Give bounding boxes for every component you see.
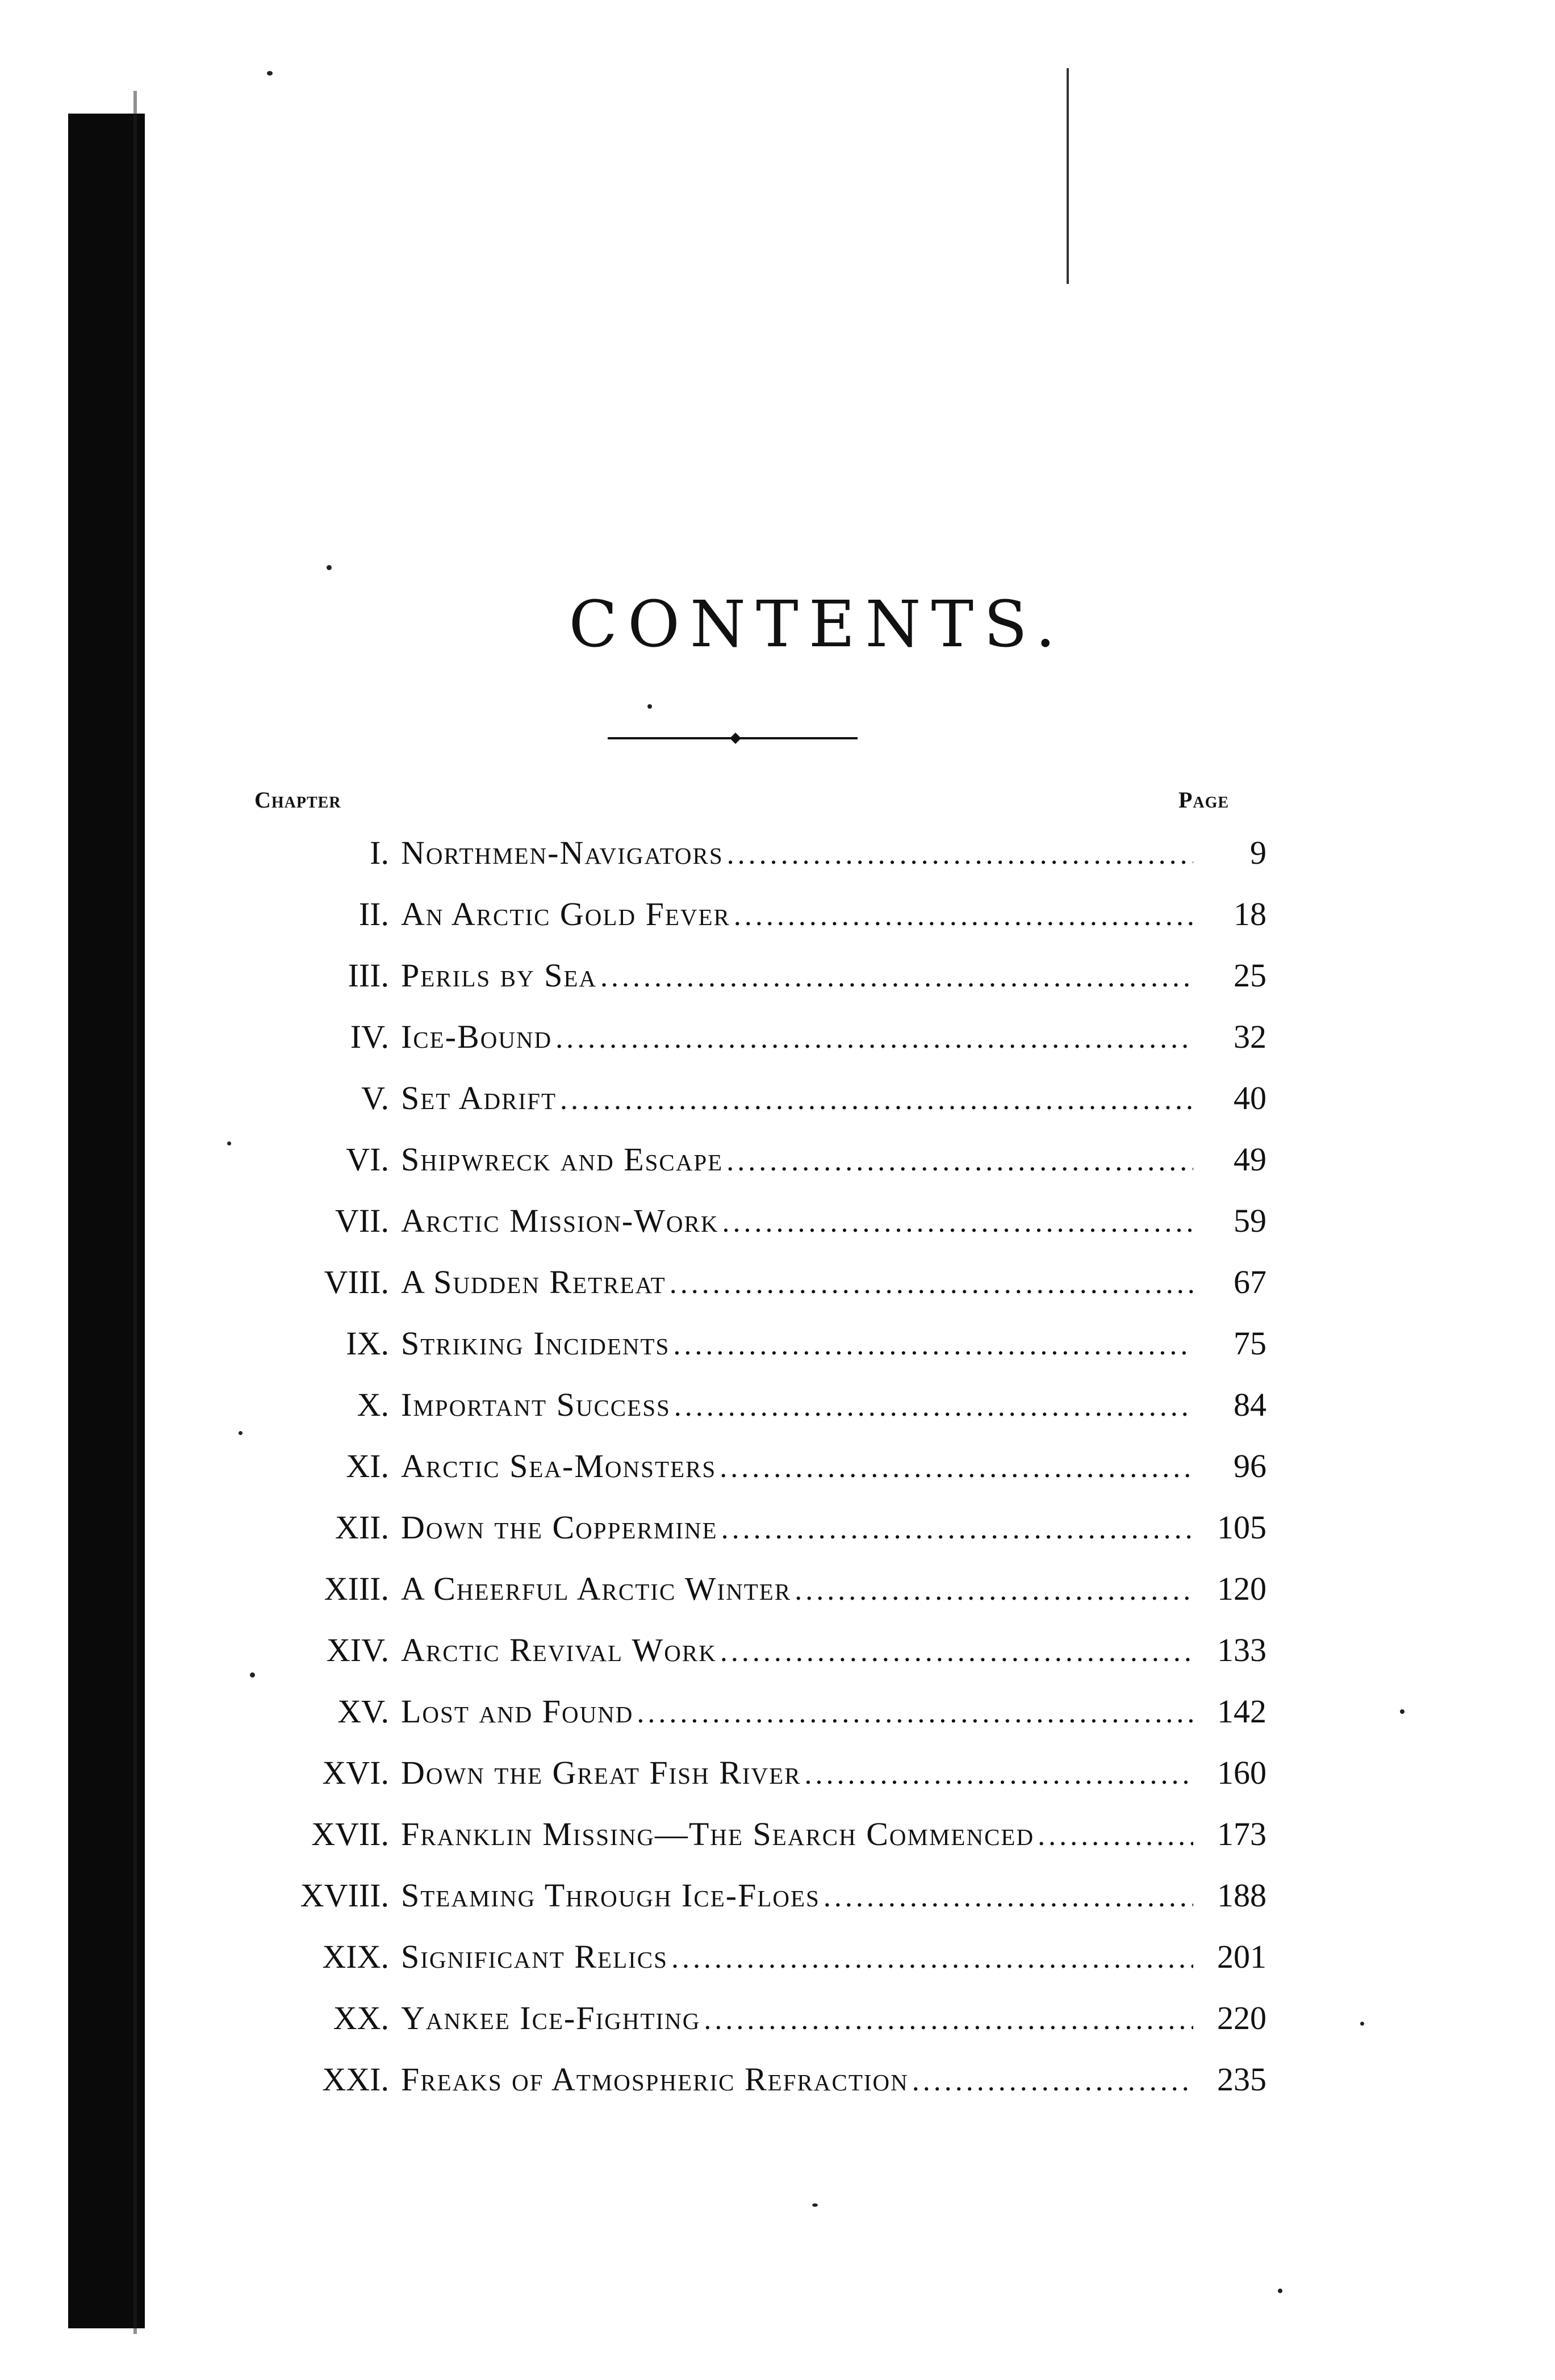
- toc-row: [0, 1860, 1555, 1922]
- chapter-page-number: 32: [1234, 1018, 1266, 1055]
- chapter-numeral: XVII.: [311, 1816, 389, 1852]
- dot-leader: [718, 1512, 1193, 1546]
- chapter-entry: [401, 1140, 1193, 1178]
- dot-leader: [723, 1144, 1193, 1178]
- chapter-page-number: 49: [1234, 1141, 1266, 1178]
- dot-leader: [717, 1635, 1193, 1668]
- chapter-numeral: XX.: [333, 2000, 389, 2036]
- chapter-page-number: 18: [1234, 896, 1266, 932]
- dot-leader: [724, 838, 1193, 871]
- chapter-entry: [401, 1447, 1193, 1485]
- dot-leader: [791, 1574, 1193, 1607]
- toc-row: [0, 1676, 1555, 1738]
- chapter-numeral: XXI.: [322, 2061, 389, 2098]
- chapter-title: Northmen-Navigators: [401, 834, 724, 871]
- chapter-entry: [401, 834, 1193, 872]
- chapter-entry: [401, 1324, 1193, 1362]
- chapter-page-number: 188: [1217, 1877, 1266, 1914]
- chapter-numeral: XIX.: [322, 1938, 389, 1975]
- dot-leader: [557, 1083, 1193, 1116]
- chapter-page-number: 142: [1217, 1693, 1266, 1730]
- chapter-title: A Cheerful Arctic Winter: [401, 1570, 792, 1607]
- chapter-entry: [401, 1018, 1193, 1056]
- chapter-title: Perils by Sea: [401, 957, 597, 994]
- title-ornament: [608, 730, 858, 747]
- chapter-title: Down the Coppermine: [401, 1509, 718, 1546]
- chapter-title: Arctic Revival Work: [401, 1632, 717, 1668]
- toc-row: [0, 1308, 1555, 1370]
- chapter-entry: [401, 1079, 1193, 1117]
- paper-speck: [239, 1431, 243, 1435]
- chapter-page-number: 235: [1217, 2061, 1266, 2098]
- toc-row: [0, 1247, 1555, 1308]
- chapter-numeral: IX.: [346, 1325, 389, 1362]
- chapter-title: Franklin Missing—The Search Commenced: [401, 1816, 1035, 1852]
- chapter-numeral: XII.: [335, 1509, 389, 1546]
- chapter-title: Down the Great Fish River: [401, 1754, 801, 1791]
- toc-row: [0, 879, 1555, 940]
- chapter-entry: [401, 895, 1193, 933]
- chapter-numeral: XV.: [337, 1693, 389, 1730]
- chapter-entry: [401, 1938, 1193, 1976]
- chapter-page-number: 9: [1250, 834, 1266, 871]
- chapter-numeral: III.: [348, 957, 389, 994]
- chapter-numeral: X.: [357, 1386, 389, 1423]
- toc-row: [0, 818, 1555, 879]
- toc-row: [0, 1186, 1555, 1247]
- chapter-numeral: IV.: [350, 1018, 389, 1055]
- dot-leader: [597, 960, 1193, 994]
- chapter-page-number: 173: [1217, 1816, 1266, 1852]
- paper-speck: [812, 2203, 818, 2207]
- chapter-entry: [401, 2060, 1193, 2098]
- chapter-numeral: II.: [358, 896, 389, 932]
- dot-leader: [1034, 1819, 1193, 1852]
- page-column-header: Page: [1178, 787, 1555, 2380]
- chapter-entry: [401, 1876, 1193, 1914]
- chapter-entry: [401, 1263, 1193, 1301]
- toc-row: [0, 1002, 1555, 1063]
- chapter-page-number: 201: [1217, 1938, 1266, 1975]
- dot-leader: [718, 1206, 1193, 1239]
- chapter-page-number: 120: [1217, 1570, 1266, 1607]
- chapter-column-header: Chapter: [254, 787, 341, 813]
- chapter-page-number: 67: [1234, 1264, 1266, 1300]
- chapter-entry: [401, 1815, 1193, 1853]
- chapter-title: Shipwreck and Escape: [401, 1141, 724, 1178]
- table-of-contents: [0, 818, 1555, 2106]
- chapter-page-number: 160: [1217, 1754, 1266, 1791]
- toc-row: [0, 1124, 1555, 1186]
- chapter-title: Steaming Through Ice-Floes: [401, 1877, 820, 1914]
- chapter-numeral: V.: [361, 1080, 389, 1116]
- chapter-title: Arctic Mission-Work: [401, 1202, 719, 1239]
- toc-row: [0, 1922, 1555, 1983]
- dot-leader: [909, 2064, 1193, 2098]
- toc-row: [0, 1492, 1555, 1554]
- toc-row: [0, 1554, 1555, 1615]
- paper-speck: [1278, 2289, 1282, 2293]
- toc-row: [0, 1983, 1555, 2044]
- paper-speck: [1360, 2022, 1364, 2026]
- chapter-page-number: 25: [1234, 957, 1266, 994]
- chapter-page-number: 75: [1234, 1325, 1266, 1362]
- chapter-title: Important Success: [401, 1386, 671, 1423]
- chapter-title: Yankee Ice-Fighting: [401, 2000, 701, 2036]
- chapter-title: Ice-Bound: [401, 1018, 553, 1055]
- toc-row: [0, 2044, 1555, 2106]
- paper-speck: [1400, 1709, 1404, 1714]
- chapter-numeral: VII.: [335, 1202, 389, 1239]
- dot-leader: [700, 2003, 1193, 2036]
- chapter-title: Freaks of Atmospheric Refraction: [401, 2061, 909, 2098]
- chapter-entry: [401, 1570, 1193, 1608]
- chapter-numeral: XI.: [346, 1448, 389, 1484]
- paper-speck: [327, 565, 332, 570]
- chapter-numeral: VI.: [346, 1141, 389, 1178]
- chapter-page-number: 59: [1234, 1202, 1266, 1239]
- chapter-entry: [401, 1202, 1193, 1240]
- dot-leader: [671, 1390, 1193, 1423]
- paper-speck: [647, 704, 652, 709]
- toc-row: [0, 1738, 1555, 1799]
- paper-speck: [267, 71, 273, 76]
- chapter-page-number: 96: [1234, 1448, 1266, 1484]
- toc-row: [0, 1431, 1555, 1492]
- chapter-title: Arctic Sea-Monsters: [401, 1448, 717, 1484]
- dot-leader: [820, 1880, 1193, 1914]
- chapter-page-number: 105: [1217, 1509, 1266, 1546]
- dot-leader: [633, 1696, 1193, 1730]
- chapter-page-number: 220: [1217, 2000, 1266, 2036]
- chapter-entry: [401, 1631, 1193, 1669]
- dot-leader: [552, 1022, 1193, 1055]
- chapter-numeral: XVI.: [322, 1754, 389, 1791]
- paper-speck: [227, 1141, 231, 1145]
- toc-row: [0, 1799, 1555, 1860]
- chapter-title: A Sudden Retreat: [401, 1264, 666, 1300]
- chapter-entry: [401, 1754, 1193, 1792]
- chapter-entry: [401, 1999, 1193, 2037]
- dot-leader: [801, 1758, 1193, 1791]
- toc-row: [0, 1063, 1555, 1124]
- dot-leader: [730, 899, 1193, 932]
- chapter-numeral: VIII.: [324, 1264, 389, 1300]
- chapter-title: Significant Relics: [401, 1938, 668, 1975]
- chapter-title: An Arctic Gold Fever: [401, 896, 730, 932]
- chapter-page-number: 40: [1234, 1080, 1266, 1116]
- chapter-page-number: 133: [1217, 1632, 1266, 1668]
- dot-leader: [670, 1328, 1193, 1362]
- dot-leader: [666, 1267, 1193, 1300]
- toc-row: [0, 1615, 1555, 1676]
- toc-row: [0, 1370, 1555, 1431]
- page-title: CONTENTS.: [569, 588, 1066, 662]
- chapter-title: Lost and Found: [401, 1693, 634, 1730]
- chapter-entry: [401, 956, 1193, 994]
- chapter-numeral: XIII.: [324, 1570, 389, 1607]
- chapter-entry: [401, 1386, 1193, 1424]
- chapter-title: Set Adrift: [401, 1080, 557, 1116]
- chapter-numeral: I.: [370, 834, 389, 871]
- chapter-numeral: XIV.: [326, 1632, 389, 1668]
- fold-line: [1067, 68, 1069, 284]
- chapter-page-number: 84: [1234, 1386, 1266, 1423]
- dot-leader: [716, 1451, 1193, 1484]
- paper-speck: [250, 1672, 255, 1678]
- chapter-entry: [401, 1508, 1193, 1546]
- chapter-title: Striking Incidents: [401, 1325, 670, 1362]
- toc-row: [0, 940, 1555, 1002]
- chapter-numeral: XVIII.: [300, 1877, 389, 1914]
- dot-leader: [668, 1942, 1193, 1975]
- chapter-entry: [401, 1692, 1193, 1730]
